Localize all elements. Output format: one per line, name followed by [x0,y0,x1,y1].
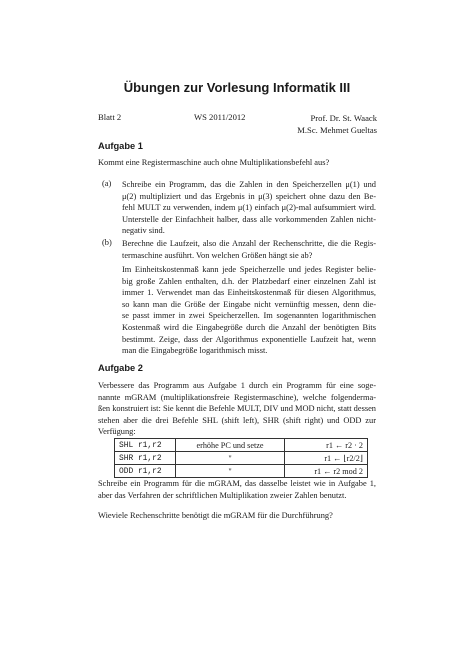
command-cell: SHL r1,r2 [115,439,176,452]
item-a-label: (a) [102,179,112,188]
text-line: se passt immer in zwei Speicherzellen. Im sogenannten logarithmischen [122,311,376,321]
semantics-cell: r1 ← r2 · 2 [285,439,368,452]
text-line: Berechne die Laufzeit, also die Anzahl der Rechenschritte, die die Regis- [122,239,376,248]
text-line: Wieviele Rechenschritte benötigt die mGRAM für die Durchführung? [98,511,333,520]
text-line: ßen konstruiert ist: Sie kennt die Befehle MULT, DIV und MOD nicht, statt dessen [98,404,376,414]
command-cell: SHR r1,r2 [115,452,176,465]
text-line: Kommt eine Registermaschine auch ohne Multiplikationsbefehl aus? [98,158,330,167]
semantics-cell: r1 ← r2 mod 2 [285,465,368,478]
table-row [115,465,368,478]
text-line: big große Zahlen enthalten, d.h. der Platzbedarf einer einzelnen Zahl ist [122,276,376,286]
text-line: Schreibe ein Programm für die mGRAM, das dasselbe leistet wie in Aufgabe 1, [98,479,376,488]
page-title: Übungen zur Vorlesung Informatik III [123,80,351,95]
author-2: M.Sc. Mehmet Gueltas [297,125,377,135]
sheet-number: Blatt 2 [98,112,122,122]
authors [297,112,377,136]
text-line: Im Einheitskostenmaß kann jede Speicherzelle und jedes Register belie- [122,265,376,274]
text-line: immer 1. Verwendet man das Einheitskostenmaß für diesen Algorithmus, [122,288,376,298]
exercise-2-question [98,510,376,522]
semester: WS 2011/2012 [194,112,246,122]
item-b-question [122,238,376,261]
text-line: μ(2) multipliziert und das Ergebnis in μ(3) speichert ohne dazu den Be- [122,191,376,201]
text-line: fehl MULT zu verwenden, indem μ(1) einfach μ(2)-mal aufsummiert wird. [122,203,376,213]
text-line: Verbessere das Programm aus Aufgabe 1 durch ein Programm für eine soge- [98,381,376,390]
exercise-2-task [98,478,376,501]
text-line: stehen aber die drei Befehle SHL (shift left), SHR (shift right) und ODD zur [98,415,376,425]
command-cell: ODD r1,r2 [115,465,176,478]
text-line: bestimmt. Zeige, dass der Algorithmus exponentielle Laufzeit hat, wenn [122,334,376,344]
author-1: Prof. Dr. St. Waack [310,113,377,123]
command-table [114,438,368,478]
text-line: aber das Verfahren der schriftlichen Multiplikation zweier Zahlen benutzt. [98,490,347,500]
description-cell: erhöhe PC und setze [176,439,285,452]
exercise-1-intro [98,157,378,169]
text-line: Schreibe ein Programm, das die Zahlen in den Speicherzellen μ(1) und [122,180,376,189]
item-b-explanation [122,264,376,357]
text-line: Kostenmaß wird die Eingabegröße durch die Anzahl der benötigten Bits [122,322,376,332]
exercise-2-text [98,380,376,438]
text-line: so kann man die Größe der Eingabe nicht vernünftig messen, denn die- [122,299,376,309]
exercise-2-heading: Aufgabe 2 [98,363,143,373]
description-cell: " [176,452,285,465]
item-a-text [122,179,376,237]
text-line: nannte mGRAM (multiplikationsfreie Registermaschine), welche folgenderma- [98,392,376,402]
exercise-1-heading: Aufgabe 1 [98,141,143,151]
text-line: Unterstelle der Einfachheit halber, dass alle vorkommenden Zahlen nicht- [122,214,376,224]
table-row [115,452,368,465]
text-line: Verfügung: [98,427,136,437]
table-row [115,439,368,452]
semantics-cell: r1 ← ⌊r2/2⌋ [285,452,368,465]
description-cell: " [176,465,285,478]
text-line: man die Eingabegröße logarithmisch misst. [122,346,268,356]
text-line: termaschine ausführt. Von welchen Größen hängt sie ab? [122,250,313,260]
item-b-label: (b) [102,238,112,247]
text-line: negativ sind. [122,226,165,236]
